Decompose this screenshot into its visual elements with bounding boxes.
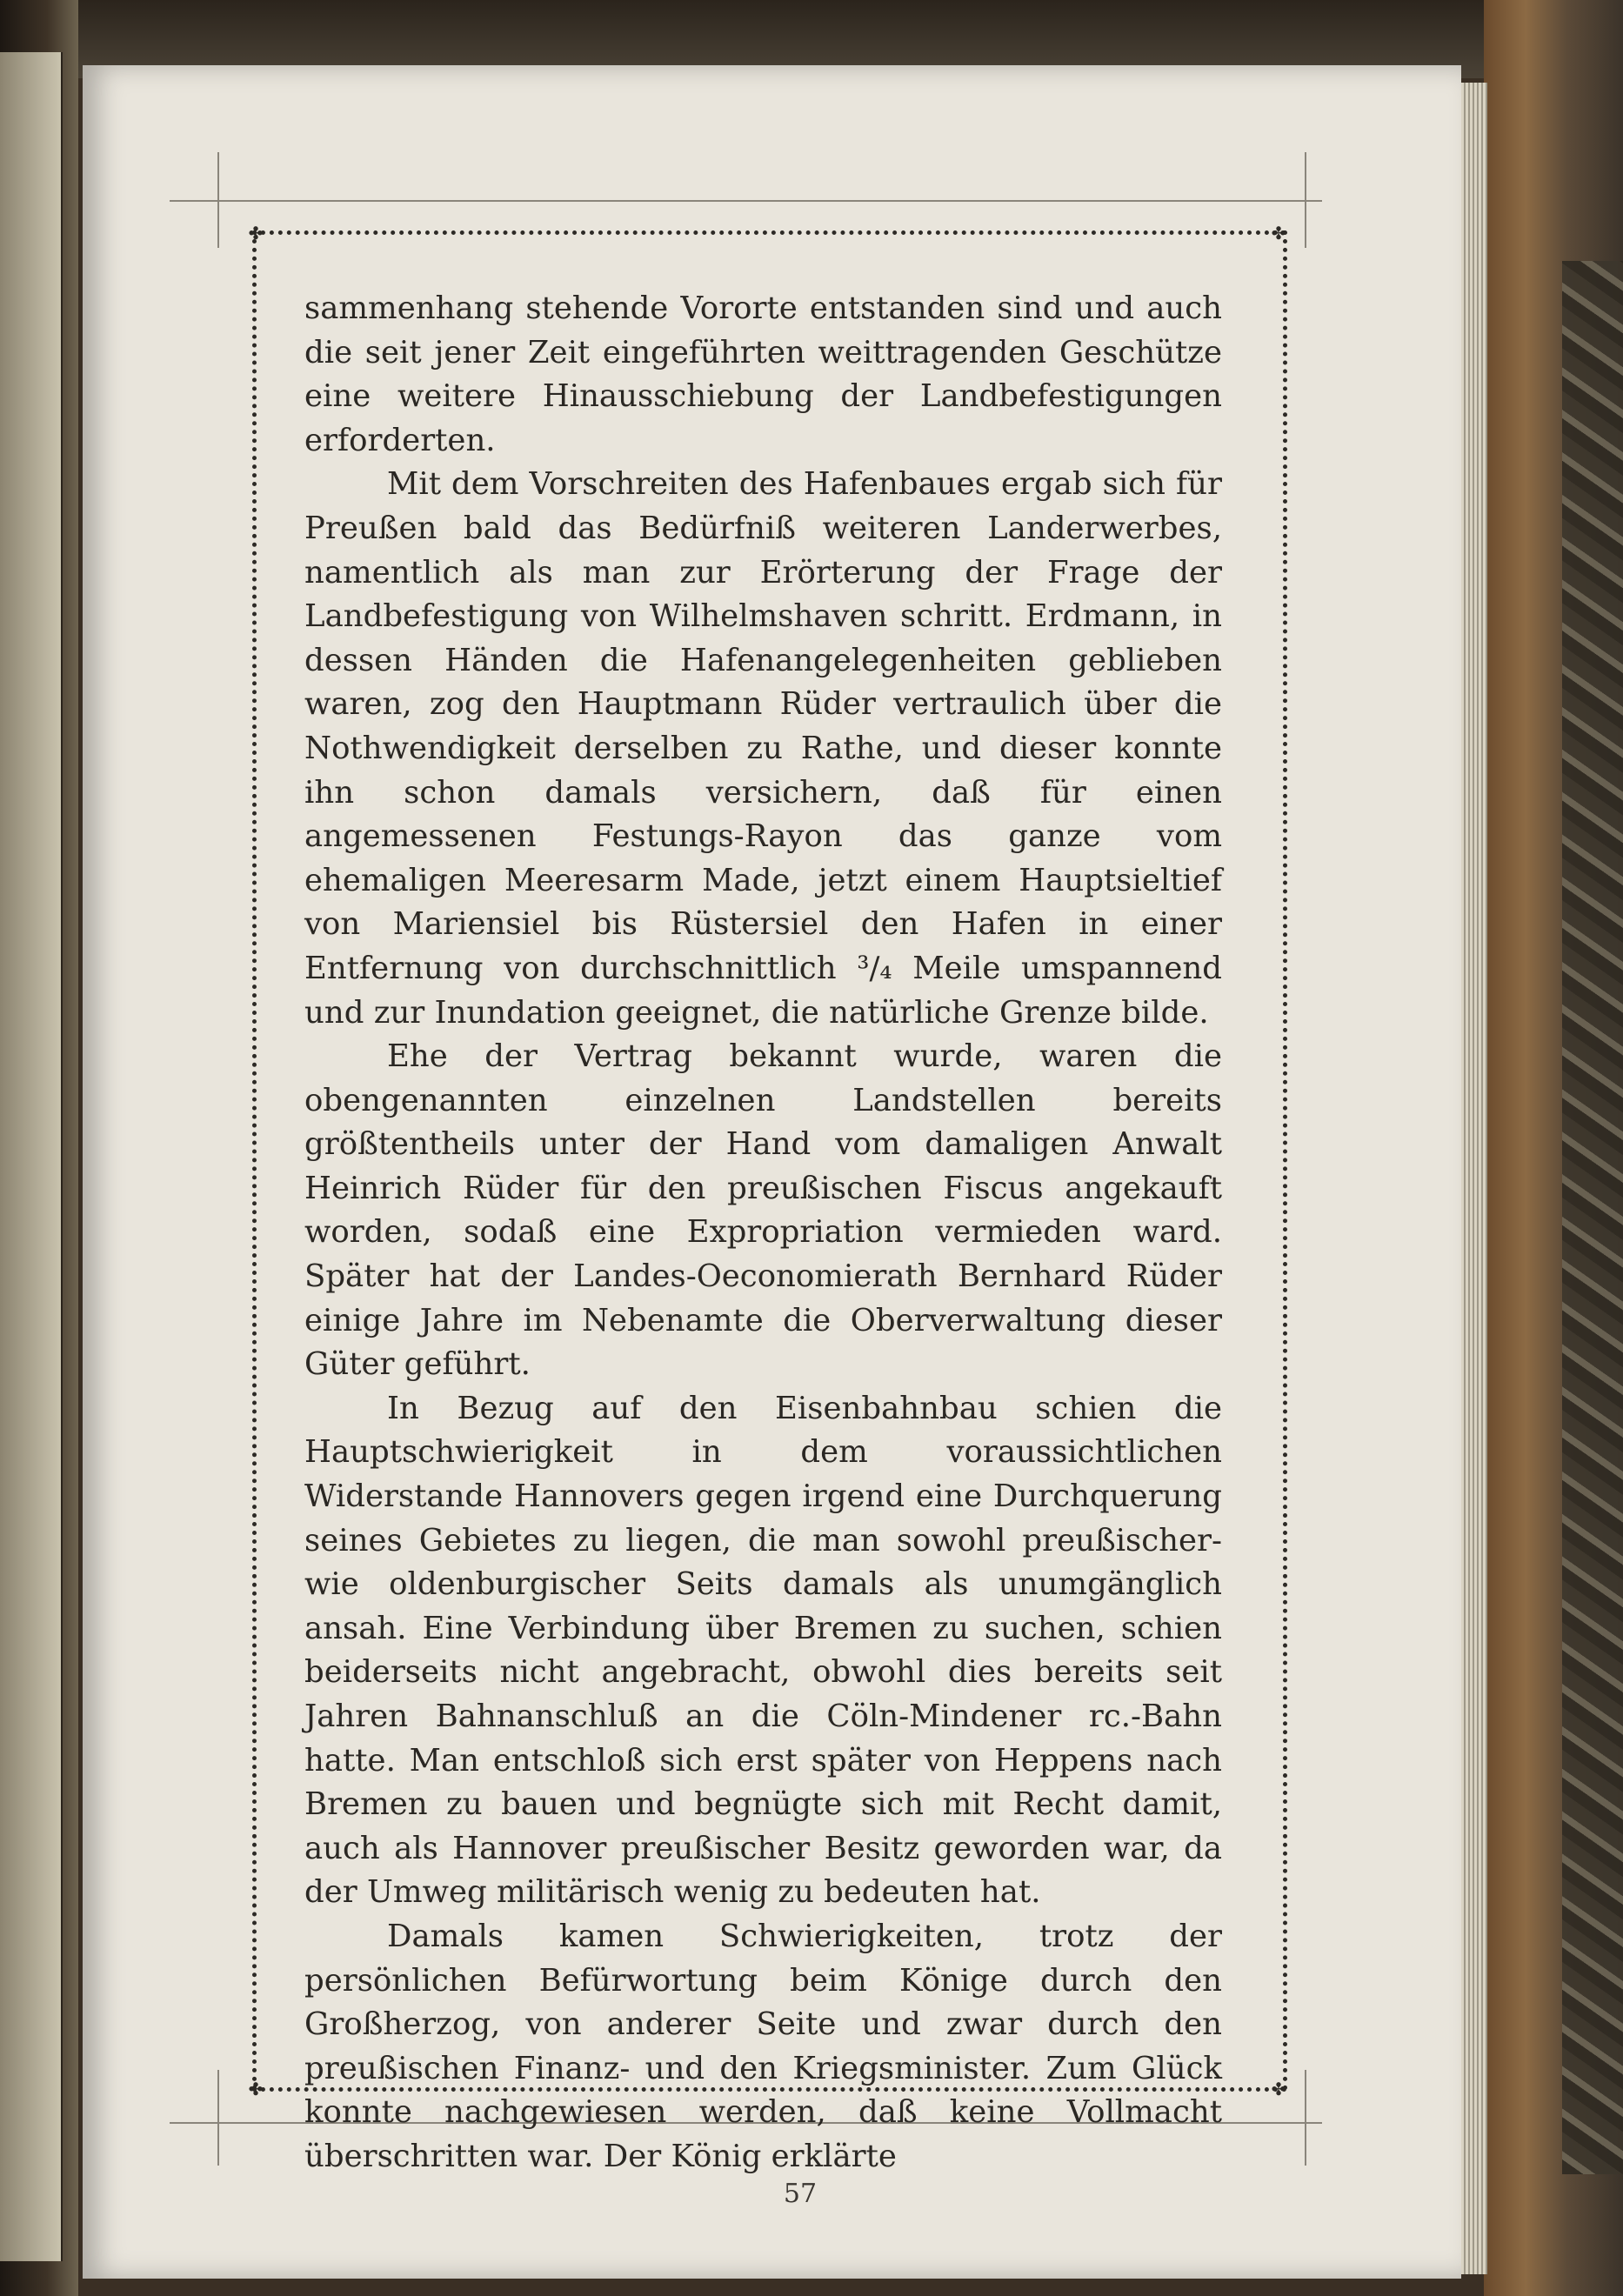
frame-corner-ornament-icon: ✤	[1271, 2079, 1286, 2099]
top-right-tick	[1305, 152, 1306, 248]
marbled-paper-edge	[1562, 261, 1623, 2174]
paragraph-2: Mit dem Vorschreiten des Hafenbaues ergab sich für Preußen bald das Bedürfniß weiteren Landerwerbes, namentlich als man zur Erörterung der Frage der Landbefestigung von Wilhelmshaven schritt. Erdmann, in dessen Händen die Hafenangelegenheiten geblieben waren, zog den Hauptmann Rüder vertraulich über die Nothwendigkeit derselben zu Rathe, und dieser konnte ihn schon damals versichern, daß für einen angemessenen Festungs-Rayon das ganze vom ehemaligen Meeresarm Made, jetzt einem Hauptsieltief von Mariensiel bis Rüstersiel den Hafen in einer Entfernung von durchschnittlich ³/₄ Meile umspannend und zur Inundation geeignet, die natürliche Grenze bilde.	[304, 466, 1222, 1031]
top-rule	[170, 200, 1322, 202]
frame-corner-ornament-icon: ✤	[1271, 223, 1286, 244]
body-text	[304, 287, 1222, 2179]
page-number: 57	[783, 2179, 818, 2209]
bottom-right-tick	[1305, 2070, 1306, 2166]
paragraph-4: In Bezug auf den Eisenbahnbau schien die Hauptschwierigkeit in dem voraussichtlichen Widerstande Hannovers gegen irgend eine Durchquerung seines Gebietes zu liegen, die man sowohl preußischer- wie oldenburgischer Seits damals als unumgänglich ansah. Eine Verbindung über Bremen zu suchen, schien beiderseits nicht angebracht, obwohl dies bereits seit Jahren Bahnanschluß an die Cöln-Mindener rc.-Bahn hatte. Man entschloß sich erst später von Heppens nach Bremen zu bauen und begnügte sich mit Recht damit, auch als Hannover preußischer Besitz geworden war, da der Umweg militärisch wenig zu bedeuten hat.	[304, 1390, 1222, 1911]
paragraph-5: Damals kamen Schwierigkeiten, trotz der persönlichen Befürwortung beim Könige durch den Großherzog, von anderer Seite und zwar durch den preußischen Finanz- und den Kriegsminister. Zum Glück konnte nachgewiesen werden, daß keine Vollmacht überschritten war. Der König erklärte	[304, 1918, 1222, 2174]
frame-corner-ornament-icon: ✤	[248, 2079, 264, 2099]
paragraph-1: sammenhang stehende Vororte entstanden sind und auch die seit jener Zeit eingeführten weittragenden Geschütze eine weitere Hinausschiebung der Landbefestigungen erforderten.	[304, 290, 1222, 458]
frame-corner-ornament-icon: ✤	[248, 223, 264, 244]
top-left-tick	[217, 152, 219, 248]
left-page-edge	[0, 52, 63, 2261]
bottom-left-tick	[217, 2070, 219, 2166]
paragraph-3: Ehe der Vertrag bekannt wurde, waren die obengenannten einzelnen Landstellen bereits größtentheils unter der Hand vom damaligen Anwalt Heinrich Rüder für den preußischen Fiscus angekauft worden, sodaß eine Expropriation vermieden ward. Später hat der Landes-Oeconomierath Bernhard Rüder einige Jahre im Nebenamte die Oberverwaltung dieser Güter geführt.	[304, 1038, 1222, 1383]
